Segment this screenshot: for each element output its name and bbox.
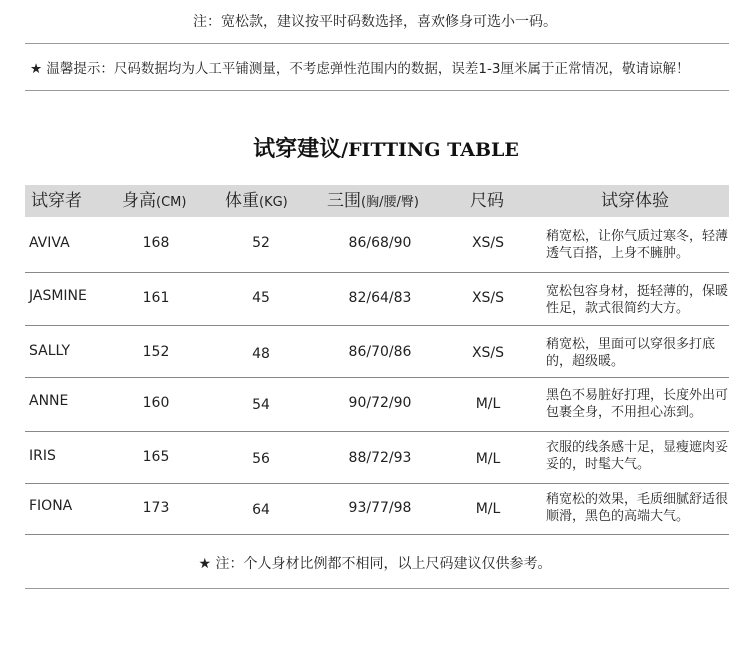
- row-size: XS/S: [471, 235, 505, 251]
- row-divider: [25, 272, 729, 273]
- row-weight: 64: [252, 502, 270, 518]
- header-size: 尺码: [470, 191, 504, 211]
- row-height: 152: [142, 344, 170, 360]
- row-height: 161: [142, 290, 170, 306]
- header-weight-label: 体重: [225, 191, 259, 211]
- header-height-unit: (CM): [156, 195, 187, 210]
- row-divider: [25, 534, 729, 535]
- title-cn: 试穿建议: [253, 137, 342, 162]
- row-measure: 93/77/98: [348, 500, 412, 516]
- header-name: 试穿者: [31, 191, 82, 211]
- row-height: 165: [142, 449, 170, 465]
- row-name: SALLY: [29, 343, 71, 359]
- header-weight-unit: (KG): [259, 195, 288, 210]
- row-feel: 稍宽松，里面可以穿很多打底的，超级暖。: [546, 337, 716, 369]
- header-feel: 试穿体验: [601, 191, 669, 211]
- header-weight: [225, 185, 288, 217]
- row-height: 173: [142, 500, 170, 516]
- row-weight: 56: [252, 451, 270, 467]
- row-size: XS/S: [471, 345, 505, 361]
- size-advice-note: 注：宽松款，建议按平时码数选择，喜欢修身可选小一码。: [193, 14, 557, 30]
- header-height: [122, 185, 186, 217]
- divider: [25, 90, 729, 91]
- row-name: ANNE: [29, 393, 69, 409]
- row-divider: [25, 325, 729, 326]
- row-feel: 宽松包容身材，挺轻薄的，保暖性足，款式很简约大方。: [546, 284, 729, 316]
- row-divider: [25, 431, 729, 432]
- row-feel: 黑色不易脏好打理，长度外出可包裹全身，不用担心冻到。: [546, 388, 729, 420]
- row-weight: 54: [252, 397, 270, 413]
- disclaimer-note: ★ 注：个人身材比例都不相同，以上尺码建议仅供参考。: [198, 556, 552, 572]
- row-feel: 稍宽松，让你气质过寒冬，轻薄透气百搭，上身不臃肿。: [546, 229, 729, 261]
- row-name: FIONA: [29, 498, 73, 514]
- row-weight: 52: [252, 235, 270, 251]
- divider: [25, 43, 729, 44]
- row-measure: 82/64/83: [348, 290, 412, 306]
- title-en: /FITTING TABLE: [341, 139, 519, 161]
- row-name: JASMINE: [29, 288, 87, 304]
- row-feel: 衣服的线条感十足，显瘦遮肉妥妥的，时髦大气。: [546, 440, 729, 472]
- row-divider: [25, 377, 729, 378]
- row-size: M/L: [475, 396, 501, 412]
- row-size: M/L: [475, 451, 501, 467]
- header-measure-label: 三围: [327, 191, 361, 211]
- row-weight: 45: [252, 290, 270, 306]
- row-name: IRIS: [29, 448, 56, 464]
- row-measure: 86/70/86: [348, 344, 412, 360]
- row-measure: 90/72/90: [348, 395, 412, 411]
- warm-tip: ★ 温馨提示：尺码数据均为人工平铺测量，不考虑弹性范围内的数据，误差1-3厘米属于正常情况，敬请谅解！: [30, 61, 690, 77]
- divider: [25, 588, 729, 589]
- row-name: AVIVA: [29, 235, 70, 251]
- row-height: 168: [142, 235, 170, 251]
- row-weight: 48: [252, 346, 270, 362]
- row-divider: [25, 483, 729, 484]
- row-feel: 稍宽松的效果，毛质细腻舒适很顺滑，黑色的高端大气。: [546, 492, 729, 524]
- header-height-label: 身高: [122, 191, 156, 211]
- row-size: XS/S: [471, 290, 505, 306]
- header-measure-unit: (胸/腰/臀): [361, 195, 419, 210]
- table-header: [25, 185, 729, 217]
- row-measure: 86/68/90: [348, 235, 412, 251]
- header-measure: [327, 185, 419, 217]
- row-size: M/L: [475, 501, 501, 517]
- page-title: [0, 132, 750, 163]
- row-measure: 88/72/93: [348, 450, 412, 466]
- row-height: 160: [142, 395, 170, 411]
